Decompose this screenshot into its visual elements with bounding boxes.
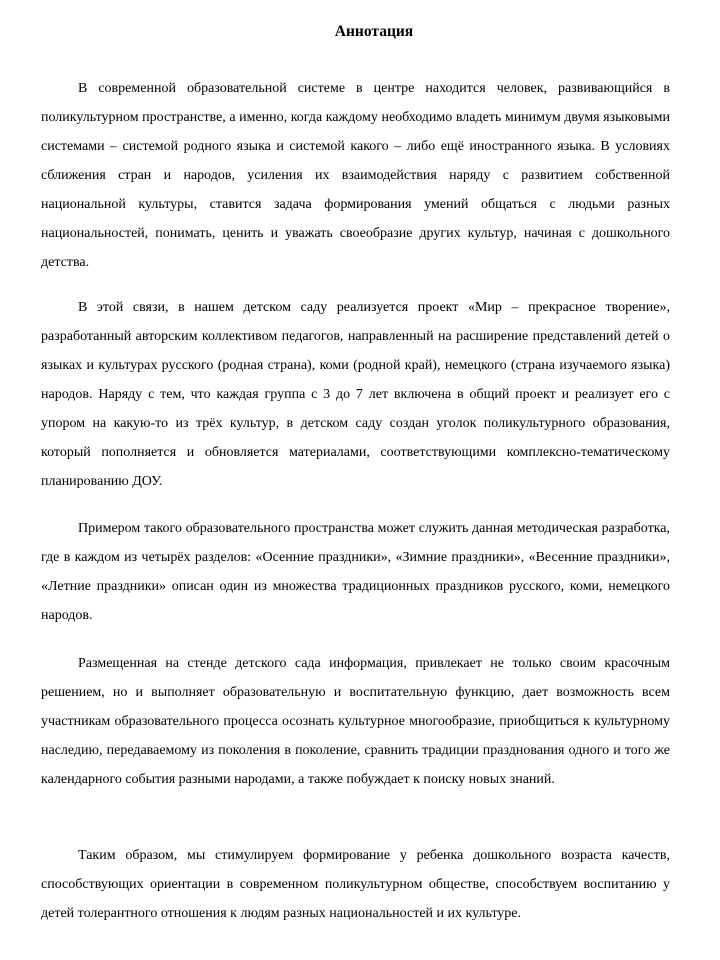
paragraph-1: В современной образовательной системе в центре находится человек, развивающийся в поликультурном пространстве, а именно, когда каждому необходимо владеть минимум двумя языковыми системами – системой родного языка и системой какого – либо ещё иностранного языка. В условиях сближения стран и народов, усиления их взаимодействия наряду с развитием собственной национальной культуры, ставится задача формирования умений общаться с людьми разных национальностей, понимать, ценить и уважать своеобразие других культур, начиная с дошкольного детства.	[41, 81, 670, 270]
paragraph-5: Таким образом, мы стимулируем формирование у ребенка дошкольного возраста качеств, способствующих ориентации в современном поликультурном обществе, способствуем воспитанию у детей толерантного отношения к людям разных национальностей и их культуре.	[41, 848, 670, 921]
paragraph-4: Размещенная на стенде детского сада информация, привлекает не только своим красочным решением, но и выполняет образовательную и воспитательную функцию, дает возможность всем участникам образовательного процесса осознать культурное многообразие, приобщиться к культурному наследию, передаваемому из поколения в поколение, сравнить традиции празднования одного и того же календарного события разными народами, а также побуждает к поиску новых знаний.	[41, 656, 670, 787]
paragraph-2: В этой связи, в нашем детском саду реализуется проект «Мир – прекрасное творение», разработанный авторским коллективом педагогов, направленный на расширение представлений детей о языках и культурах русского (родная страна), коми (родной край), немецкого (страна изучаемого языка) народов. Наряду с тем, что каждая группа с 3 до 7 лет включена в общий проект и реализует его с упором на какую-то из трёх культур, в детском саду создан уголок поликультурного образования, который пополняется и обновляется материалами, соответствующими комплексно-тематическому планированию ДОУ.	[41, 300, 670, 489]
document-title: Аннотация	[334, 23, 414, 40]
paragraph-3: Примером такого образовательного пространства может служить данная методическая разработка, где в каждом из четырёх разделов: «Осенние праздники», «Зимние праздники», «Весенние праздники», «Летние праздники» описан один из множества традиционных праздников русского, коми, немецкого народов.	[41, 521, 670, 623]
document-page	[41, 0, 670, 960]
